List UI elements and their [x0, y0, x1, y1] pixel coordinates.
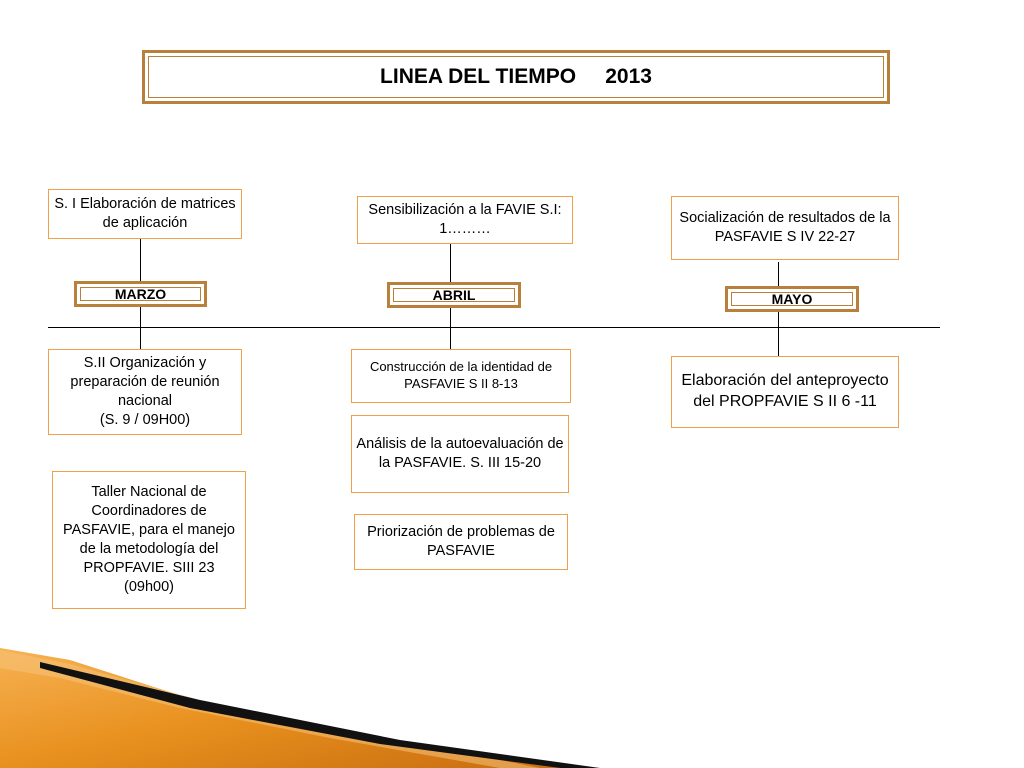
abril-bottom-box-3: Priorización de problemas de PASFAVIE [354, 514, 568, 570]
month-mayo [725, 286, 859, 312]
mayo-connector-top [778, 262, 779, 286]
month-marzo [74, 281, 207, 307]
month-abril [387, 282, 521, 308]
month-abril-label: ABRIL [393, 288, 515, 302]
month-marzo-label: MARZO [80, 287, 201, 301]
page-title: LINEA DEL TIEMPO 2013 [148, 56, 884, 98]
marzo-connector-bottom [140, 307, 141, 349]
mayo-bottom-box-1: Elaboración del anteproyecto del PROPFAVIE S II 6 -11 [671, 356, 899, 428]
marzo-bottom-box-2: Taller Nacional de Coordinadores de PASFAVIE, para el manejo de la metodología del PROPFAVIE. SIII 23 (09h00) [52, 471, 246, 609]
marzo-top-box: S. I Elaboración de matrices de aplicación [48, 189, 242, 239]
month-mayo-label: MAYO [731, 292, 853, 306]
title-frame [142, 50, 890, 104]
marzo-connector-top [140, 239, 141, 281]
abril-connector-bottom [450, 308, 451, 349]
abril-top-box: Sensibilización a la FAVIE S.I: 1……… [357, 196, 573, 244]
abril-bottom-box-1: Construcción de la identidad de PASFAVIE S II 8-13 [351, 349, 571, 403]
timeline-axis [48, 327, 940, 328]
marzo-bottom-box-1: S.II Organización y preparación de reunión nacional (S. 9 / 09H00) [48, 349, 242, 435]
mayo-top-box: Socialización de resultados de la PASFAVIE S IV 22-27 [671, 196, 899, 260]
mayo-connector-bottom [778, 312, 779, 356]
abril-bottom-box-2: Análisis de la autoevaluación de la PASFAVIE. S. III 15-20 [351, 415, 569, 493]
abril-connector-top [450, 244, 451, 282]
